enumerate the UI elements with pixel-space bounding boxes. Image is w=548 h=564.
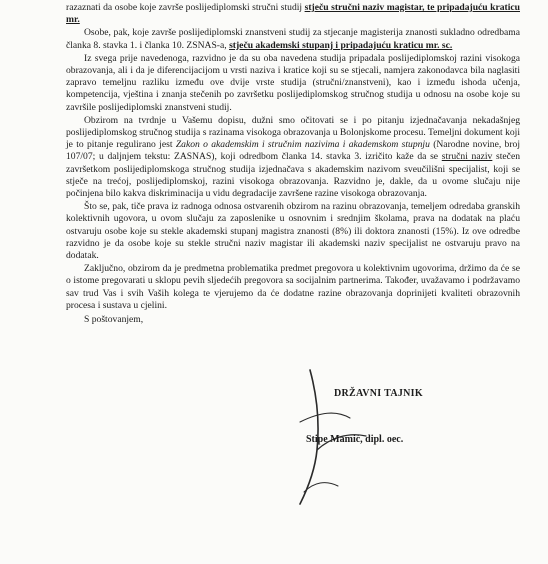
paragraph-2 [66, 53, 520, 114]
signatory-title: DRŽAVNI TAJNIK [334, 388, 423, 399]
paragraph-0-emphasis: stječu stručni naziv magistar, te pripadajuću kraticu mr. [66, 2, 520, 26]
paragraph-0 [66, 2, 520, 26]
paragraph-1 [66, 27, 520, 51]
paragraph-1-text: Osobe, pak, koje završe poslijediplomski znanstveni studij za stjecanje magisterija znanosti sukladno odredbama članka 8. stavka 1. i članka 10. ZSNAS-a, [66, 27, 520, 51]
paragraph-4 [66, 201, 520, 262]
paragraph-4-text: Što se, pak, tiče prava iz radnoga odnosa ostvarenih obzirom na razinu obrazovanja, temeljem odredaba granskih kolektivnih ugovora, u ovom slučaju za zaposlenike u osnovnim i srednjim školama, prava na dodatak na plaću ostvaruju osobe koje su stekle akademski stupanj magistra znanosti (8%) ili doktora znanosti (15%). Iz ove odredbe razvidno je da osobe koje su stekle stručni naziv magistar ili akademski naziv specijalist ne ostvaruju pravo na dodatak. [66, 201, 520, 262]
paragraph-3-underlined: stručni naziv [441, 151, 493, 163]
letter-body [66, 2, 520, 326]
law-title: Zakon o akademskim i stručnim nazivima i akademskom stupnju [175, 139, 430, 151]
paragraph-0-text: razaznati da osobe koje završe poslijediplomski stručni studij [66, 2, 305, 13]
paragraph-2-text: Iz svega prije navedenoga, razvidno je da su oba navedena studija pripadala poslijediplomskoj razini visokoga obrazovanja, ali i da je diferencijacijom u vrsti naziva i kratice koji su se stjecali, namjera zakonodavca bila naglasiti zapravo temeljnu razliku između ove dvije vrste studija (stručni/znanstveni), kao i između ishoda učenja, kompetencija, vještina i znanja stečenih po završetku poslijediplomskog stručnog studija u odnosu na osobe koje su završile poslijediplomski znanstveni studij. [66, 52, 520, 113]
greeting: S poštovanjem, [84, 314, 144, 326]
signatory-name: Stipe Mamić, dipl. oec. [306, 434, 404, 445]
paragraph-3-text-c: stečen završetkom poslijediplomskoga stručnog studija izjednačava s akademskim nazivom sveučilišni specijalist, koji se stječe na trećoj, poslijediplomskoj, razini visokoga obrazovanja. Razvidno je, dakle, da u ovome slučaju nije počinjena bilo kakva diskriminacija u vidu degradacije završene razine visokoga obrazovanja. [66, 151, 520, 200]
paragraph-3-text-a: Obzirom na tvrdnje u Vašemu dopisu, dužni smo očitovati se i po pitanju izjednačavanja nekadašnjeg poslijediplomskog stručnog studija s razinama visokoga obrazovanja u Bolonjskome procesu. Temeljni dokument koji je to pitanje regulirano jest [66, 114, 520, 151]
paragraph-1-emphasis: stječu akademski stupanj i pripadajuću kraticu mr. sc. [229, 39, 453, 51]
paragraph-3-text-b: (Narodne novine, broj 107/07; u daljnjem tekstu: ZASNAS), koji odredbom članka 14. stavka 3. izričito kaže da se [66, 139, 521, 163]
paragraph-5-text: Zaključno, obzirom da je predmetna problematika predmet pregovora u kolektivnim ugovorima, držimo da će se o istome pregovarati u sklopu pevih sljedećih pregovora sa socijalnim partnerima. Također, uvažavamo i podržavamo sav trud Vas i svih Vaših kolega te vjerujemo da će dodatne razine obrazovanja doprinijeti kvaliteti obrazovnih procesa i sustava u cjelini. [66, 263, 520, 311]
paragraph-5 [66, 263, 520, 312]
paragraph-3 [66, 115, 520, 200]
